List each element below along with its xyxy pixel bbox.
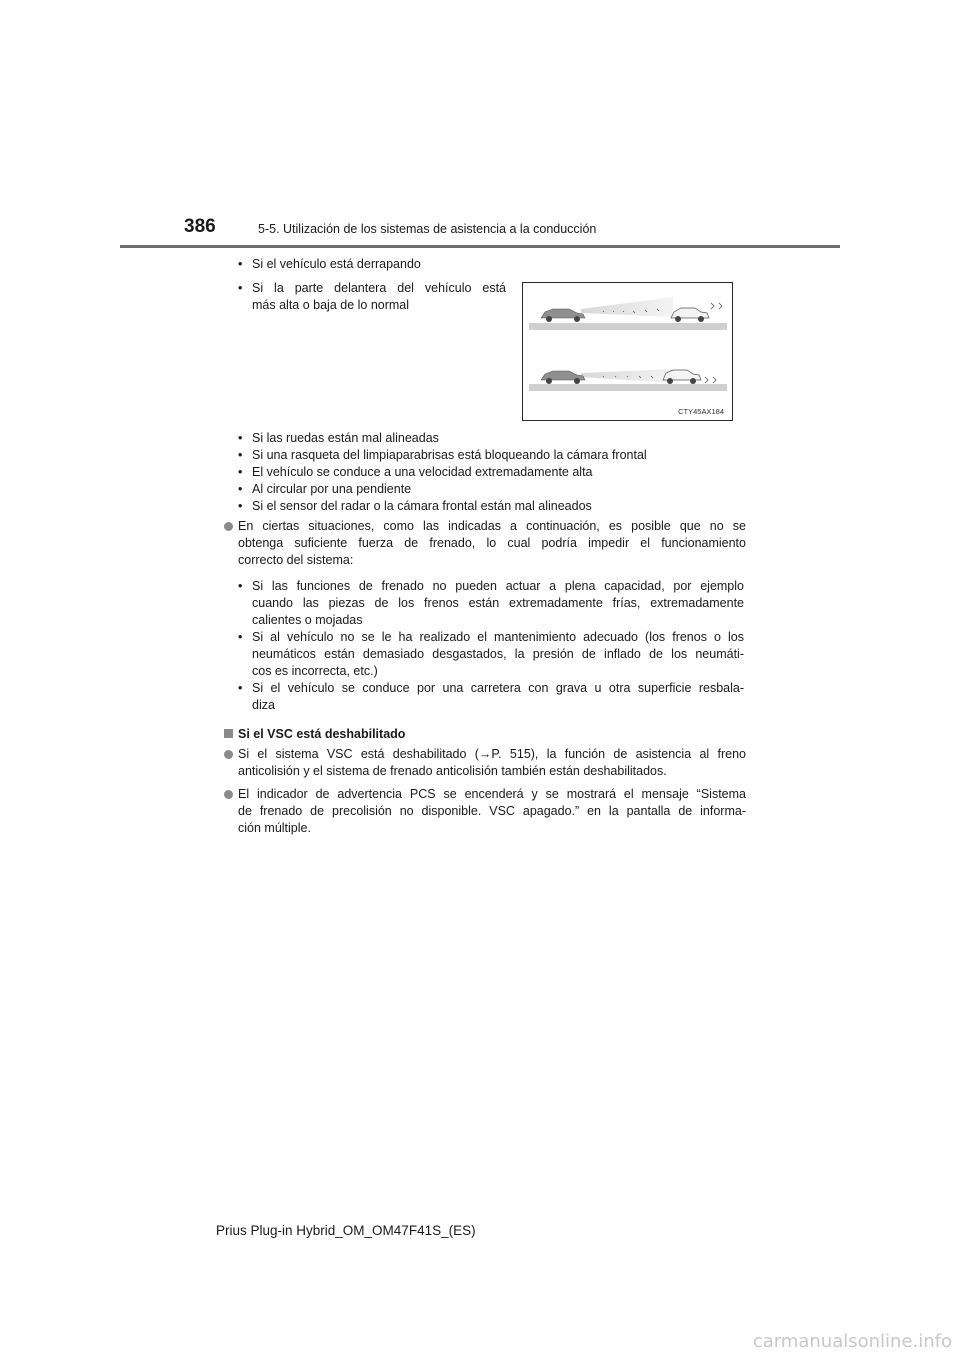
bullet-dot: • [238, 431, 243, 445]
paragraph-vsc-disabled [238, 746, 746, 780]
paragraph-line: de frenado de precolisión no disponible. VSC apagado.” en la pantalla de informa- [238, 804, 746, 818]
list-item-text: más alta o baja de lo normal [252, 298, 410, 312]
square-bullet-icon [224, 729, 233, 738]
list-item-text: calientes o mojadas [252, 613, 363, 627]
paragraph-line: ción múltiple. [238, 821, 311, 835]
car-rear-top [541, 309, 585, 322]
list-item-text: Si el sensor del radar o la cámara frontal están mal alineados [252, 499, 592, 513]
manual-id-footer: Prius Plug-in Hybrid_OM_OM47F41S_(ES) [216, 1223, 476, 1238]
list-item-text: cos es incorrecta, etc.) [252, 664, 378, 678]
bullet-dot: • [238, 579, 243, 593]
list-item [238, 256, 518, 273]
list-item-text: cuando las piezas de los frenos están extremadamente frías, extremadamente [252, 596, 744, 610]
list-item [238, 578, 744, 629]
list-item-text: El vehículo se conduce a una velocidad extremadamente alta [252, 465, 593, 479]
bullet-dot: • [238, 448, 243, 462]
scene-bottom [529, 369, 727, 391]
list-item-text: Si al vehículo no se le ha realizado el mantenimiento adecuado (los frenos o los [252, 630, 744, 644]
list-item [238, 464, 758, 481]
bullet-dot: • [238, 630, 243, 644]
paragraph-line: En ciertas situaciones, como las indicadas a continuación, es posible que no se [238, 519, 746, 533]
bullet-dot: • [238, 281, 243, 295]
list-item [238, 447, 758, 464]
list-item-text: Si la parte delantera del vehículo está [252, 281, 506, 295]
paragraph-braking-force [238, 518, 746, 569]
circle-bullet-icon [224, 750, 233, 759]
paragraph-line: El indicador de advertencia PCS se encenderá y se mostrará el mensaje “Sistema [238, 787, 746, 801]
list-item [238, 481, 758, 498]
list-item [238, 629, 744, 680]
list-item-text: Si el vehículo se conduce por una carretera con grava u otra superficie resbala- [252, 681, 744, 695]
bullet-list-braking [238, 578, 744, 714]
car-rear-bottom [541, 371, 585, 384]
list-item [238, 430, 758, 447]
list-item-text: diza [252, 698, 275, 712]
road-top [529, 323, 727, 330]
bullet-dot: • [238, 499, 243, 513]
list-item-text: Si el vehículo está derrapando [252, 257, 421, 271]
illustration-radar-vehicles [522, 282, 733, 421]
car-front-bottom [663, 370, 701, 384]
list-item-text: Si las ruedas están mal alineadas [252, 431, 439, 445]
bullet-list-top [238, 256, 518, 273]
list-item-text: Si una rasqueta del limpiaparabrisas está bloqueando la cámara frontal [252, 448, 647, 462]
road-bottom [529, 384, 727, 391]
bullet-dot: • [238, 482, 243, 496]
bullet-list-conditions [238, 430, 758, 515]
paragraph-line: correcto del sistema: [238, 553, 354, 567]
list-item [238, 680, 744, 714]
header-divider [120, 245, 840, 248]
paragraph-pcs-warning [238, 786, 746, 837]
list-item-text: neumáticos están demasiado desgastados, la presión de inflado de los neumáti- [252, 647, 744, 661]
circle-bullet-icon [224, 522, 233, 531]
paragraph-line: obtenga suficiente fuerza de frenado, lo cual podría impedir el funcionamiento [238, 536, 746, 550]
radar-beam-top [581, 297, 673, 317]
heading-text: Si el VSC está deshabilitado [238, 727, 406, 741]
page-number: 386 [184, 216, 216, 237]
bullet-dot: • [238, 681, 243, 695]
figure-code: CTY45AX184 [678, 407, 724, 416]
circle-bullet-icon [224, 790, 233, 799]
bullet-front-height [238, 280, 506, 314]
list-item [238, 280, 506, 314]
bullet-dot: • [238, 257, 243, 271]
car-front-top [671, 308, 709, 322]
watermark: carmanualsonline.info [752, 1331, 952, 1352]
section-title: 5-5. Utilización de los sistemas de asistencia a la conducción [258, 222, 597, 236]
bullet-dot: • [238, 465, 243, 479]
section-heading-vsc [238, 726, 738, 743]
paragraph-line: Si el sistema VSC está deshabilitado (→P. 515), la función de asistencia al freno [238, 747, 746, 761]
scene-top [529, 297, 727, 330]
list-item [238, 498, 758, 515]
list-item-text: Al circular por una pendiente [252, 482, 412, 496]
list-item-text: Si las funciones de frenado no pueden actuar a plena capacidad, por ejemplo [252, 579, 744, 593]
paragraph-line: anticolisión y el sistema de frenado anticolisión también están deshabilitados. [238, 764, 667, 778]
vehicle-radar-diagram [523, 283, 732, 420]
